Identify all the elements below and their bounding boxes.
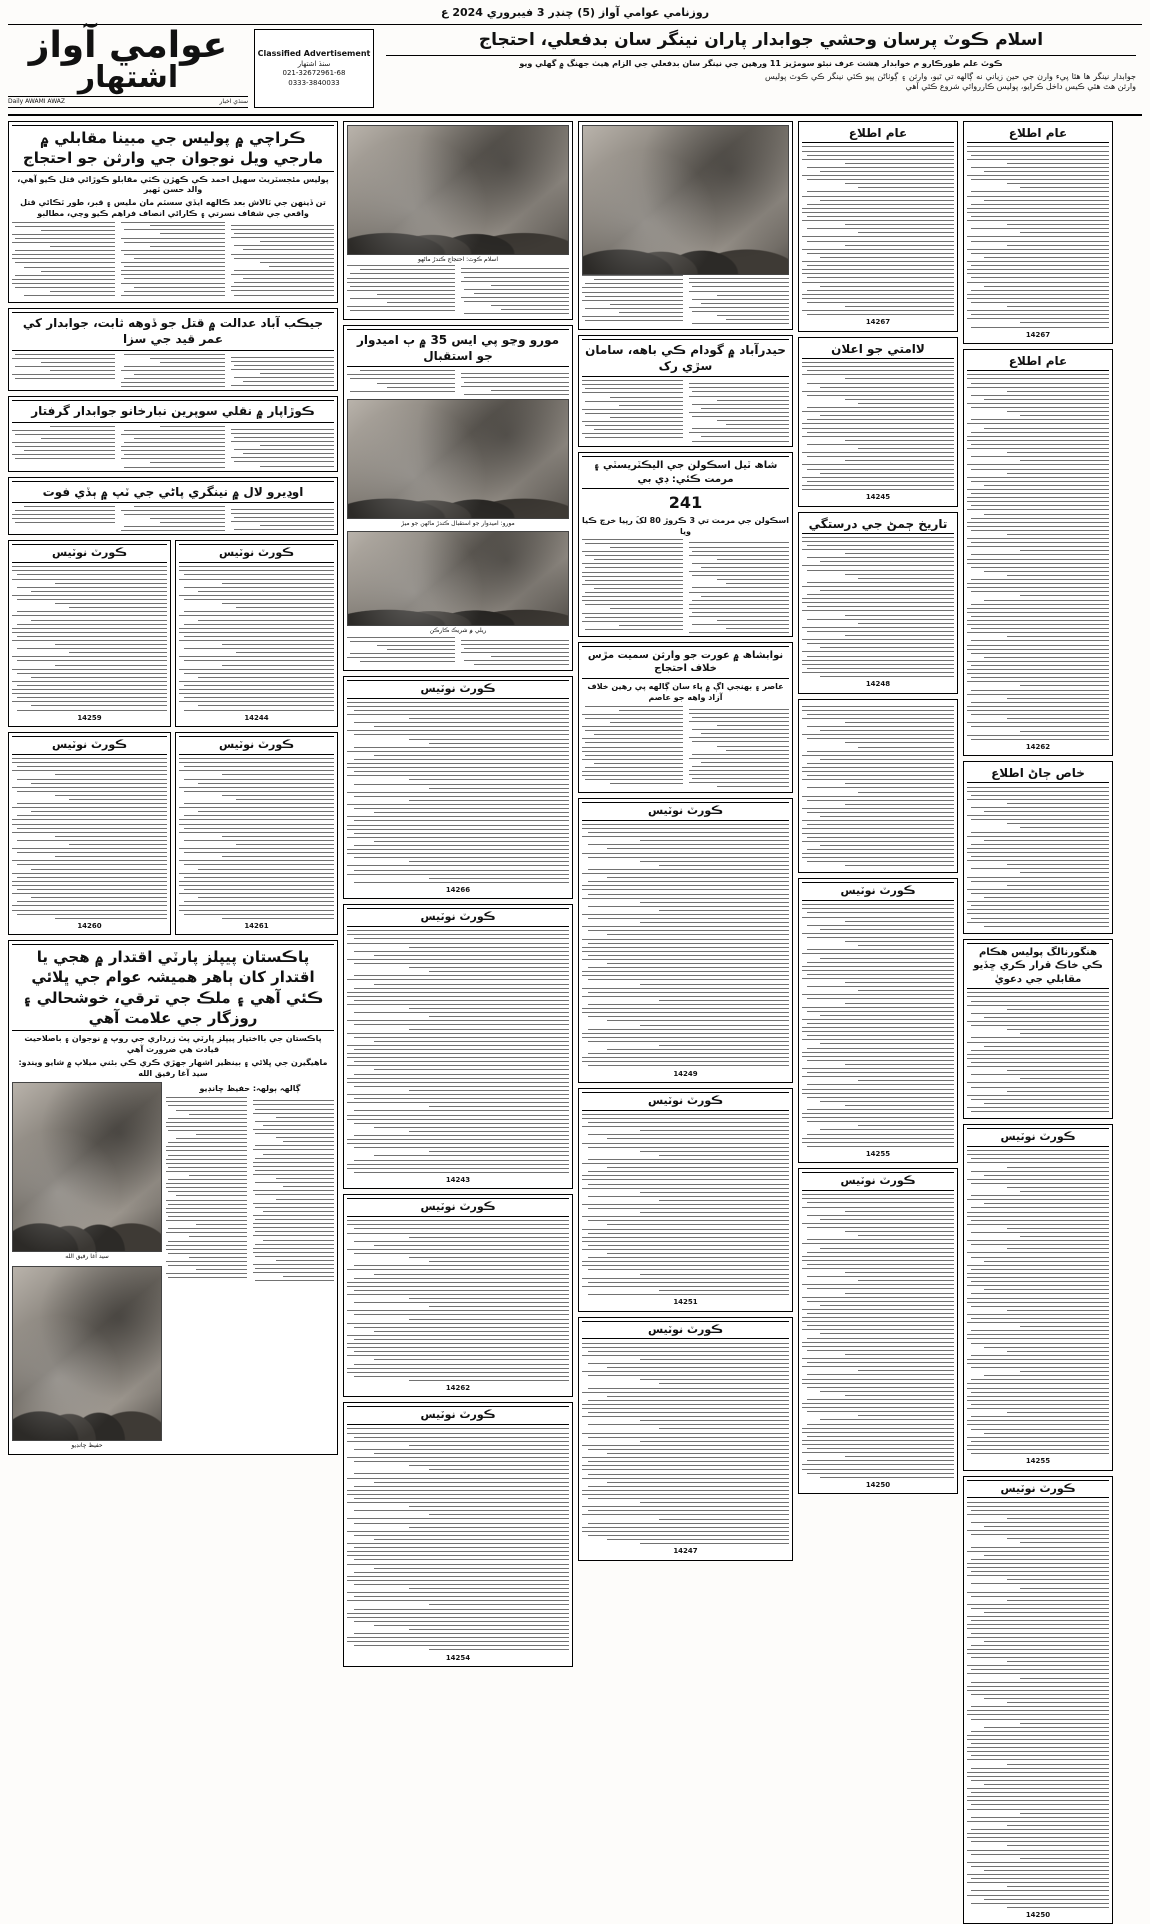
article-karachi-protest: [8, 121, 338, 303]
classified-box-line-0: سنڌ اشتهار: [297, 59, 331, 68]
nawabshah-body: [582, 706, 789, 789]
hangu-body: [967, 992, 1109, 1112]
classified-ad: [798, 512, 958, 694]
ad-notice-box: [798, 699, 958, 874]
islamkot-photo-caption: اسلام ڪوٽ: احتجاج ڪندڙ ماڻهو: [417, 256, 498, 264]
ppp-photo-bottom: [12, 1266, 162, 1441]
moro-body: [347, 370, 569, 396]
classified-contact-box: [254, 29, 374, 108]
classified-ad-title: عام اطلاع: [967, 353, 1109, 371]
court-notice-ref: 14259: [77, 713, 102, 722]
lead-subhead: ڪوٽ علم طورڪارو م خوابدار هشت عرف نبئو سومڙيز 11 ورهين جي نينگر سان بدفعلي جي الزام هيٺ جهنگ ۾ گهلي ويو: [519, 58, 1003, 68]
court-notice: [343, 1402, 573, 1667]
court-notice-body: [179, 566, 334, 710]
logo-strip-left: Daily AWAMI AWAZ: [8, 98, 66, 106]
lead-headline: اسلام ڪوٽ پرسان وحشي جوابدار پاران نينگر سان بدفعلي، احتجاج: [386, 29, 1136, 56]
paper-name-line2: اشتهار: [77, 60, 179, 96]
classified-ad-body: [802, 362, 954, 490]
court-notice-ref: 14249: [673, 1069, 698, 1078]
article-odero-lal: [8, 477, 338, 536]
court-notice-ref: 14254: [445, 1653, 471, 1662]
nawabshah-headline: نوابشاھ ۾ عورت جو وارثن سميت مڙس خلاف احتجاج: [582, 646, 789, 679]
article-islamkot-main: [578, 121, 793, 330]
article-karachi-subhead: پوليس مئجسٽريٽ سهيل احمد ڪي ڪهڙن ڪٽي مقابلو ڪوڙائي قتل ڪيو آهي، والد حسن ٽهير: [17, 174, 329, 195]
court-notice-body: [582, 824, 789, 1067]
classified-ad: [963, 121, 1113, 344]
court-notice-ref: 14251: [673, 1298, 698, 1307]
court-notice-body: [179, 758, 334, 919]
moro-photo-2: [347, 531, 569, 626]
ppp-subhead2: ماهيگيرن جي ڀلائي ۽ بينظير اشهار جهڙي ڪري ڪي بئني ميلاپ ۾ شايو ويندو: سيد آغا رفيق الله: [18, 1057, 328, 1078]
court-notice: [578, 798, 793, 1083]
court-notice: [175, 732, 338, 935]
court-notice-ref: 14260: [77, 921, 102, 930]
court-notice-body: [347, 930, 569, 1173]
column-classified-1: [798, 121, 958, 1924]
court-notice-body: [12, 758, 167, 919]
classified-ad-ref: 14267: [865, 318, 891, 327]
article-islamkot-photos: [343, 121, 573, 320]
court-notice-title: ڪورٽ نوٽيس: [179, 544, 334, 563]
court-notice-title: ڪورٽ نوٽيس: [967, 1480, 1109, 1499]
classified-ad-body: [802, 537, 954, 677]
article-jafarabad-headline: جيڪب آباد عدالت ۾ قتل جو ڏوهه ثابت، جوابدار کي عمر قيد جي سزا: [12, 312, 334, 350]
court-notice: [343, 904, 573, 1189]
court-notice-body: [967, 1502, 1109, 1908]
classified-ad-title: تاريخ ڄمڻ جي درستگي: [802, 516, 954, 534]
court-notice-title: ڪورٽ نوٽيس: [347, 1198, 569, 1217]
classified-box-line-1: 021-32672961-68: [282, 69, 346, 78]
column-classified-2: [963, 121, 1113, 1924]
moro-photo-caption: مورو: اميدوار جو استقبال ڪندڙ ماڻهن جو ميڙ: [401, 520, 515, 528]
court-notice-title: ڪورٽ نوٽيس: [802, 1172, 954, 1191]
ppp-headline: پاڪستان پيپلز پارٽي اقتدار ۾ هجي يا اقتدار کان ٻاهر هميشہ عوام جي ڀلائي ڪئي آهي ۽ ملڪ جي ترقي، خوشحالي ۽ روزگار جي علامت آهي: [12, 944, 334, 1031]
court-notice-ref: 14244: [244, 713, 269, 722]
court-notice: [798, 878, 958, 1163]
logo-strip: [8, 96, 248, 108]
lead-body: جوابدار نينگر ها هئا پيء وارن جي حين زياني نه ڳالهه تي ٿيو، وارثن ۽ ڳوٺاڻن پيو ڪئي نينگر ڪي ڪوٽ پوليس وارثن هٿ هئي ڪيس داخل ڪرايو، پوليس ڪارروائي شروع ڪئي آهي: [765, 71, 1136, 92]
article-odero-headline: اوڍيرو لال ۾ نينگري پاڻي جي ٽپ ۾ ٻڏي فوت: [12, 481, 334, 503]
court-notice-title: ڪورٽ نوٽيس: [582, 802, 789, 821]
court-notice: [343, 1194, 573, 1397]
fuel-schools-number: 241: [668, 493, 703, 513]
classified-ad: [963, 761, 1113, 934]
court-notice-ref: 14262: [445, 1384, 471, 1393]
court-notice-body: [802, 904, 954, 1147]
islamkot-photo: [347, 125, 569, 255]
main-columns: [8, 121, 1142, 1924]
article-nawabshah: [578, 642, 793, 793]
court-notice-ref: 14250: [865, 1480, 891, 1489]
fuel-schools-headline: شاھ ٽيل اسڪولن جي اليڪٽريسٽي ۽ مرمت ڪئي: ڊي بي: [582, 456, 789, 489]
court-notice-title: ڪورٽ نوٽيس: [179, 736, 334, 755]
court-notice-body: [802, 1194, 954, 1477]
court-notice-body: [582, 1343, 789, 1545]
issue-line: روزنامي عوامي آواز (5) چنڊر 3 فيبروري 2024 ع: [440, 6, 710, 19]
fuel-schools-body: [582, 539, 789, 633]
ppp-photo-caption: سيد آغا رفيق الله: [65, 1253, 109, 1261]
moro-headline: مورو وڃو پي ايس 35 ۾ ٻ اميدوار جو استقبال: [347, 329, 569, 367]
classified-ad-title: خاص ڄاڻ اطلاع: [967, 765, 1109, 783]
court-notice-body: [967, 1150, 1109, 1454]
classified-ad-ref: 14267: [1025, 330, 1051, 339]
column-news-center: [343, 121, 573, 1924]
court-notice-body: [12, 566, 167, 710]
article-hangu: [963, 939, 1113, 1119]
court-notice-row-1: [8, 540, 338, 727]
article-quetta-body: [12, 426, 334, 468]
court-notice-body: [582, 1114, 789, 1295]
article-quetta-gangster: [8, 396, 338, 471]
classified-ad-title: لاامتي جو اعلان: [802, 341, 954, 359]
article-fuel-schools: [578, 452, 793, 637]
moro-body-2: [347, 637, 569, 667]
article-odero-body: [12, 506, 334, 532]
classified-ad-title: عام اطلاع: [967, 125, 1109, 143]
court-notice-ref: 14261: [244, 921, 269, 930]
court-notice-title: ڪورٽ نوٽيس: [12, 544, 167, 563]
court-notice: [343, 676, 573, 900]
court-notice-title: ڪورٽ نوٽيس: [12, 736, 167, 755]
nawabshah-sub: عاصر ۽ بهنجي اڳ ۾ پاء سان ڳالهه پي رهين خلاف آزاد واهه جو عاصم: [587, 681, 784, 702]
article-jafarabad: [8, 308, 338, 391]
paper-name-line1: عوامي آواز: [28, 24, 228, 66]
court-notice: [8, 540, 171, 727]
court-notice-title: ڪورٽ نوٽيس: [802, 882, 954, 901]
moro-photo-1: [347, 399, 569, 519]
court-notice-body: [347, 702, 569, 883]
hangu-headline: هنگورنالگ پوليس هڪام ڪي خاڪ قرار ڪري ڇڏيو مقابلي جي دعويٰ: [967, 943, 1109, 990]
court-notice-row-2: [8, 732, 338, 935]
court-notice-title: ڪورٽ نوٽيس: [347, 908, 569, 927]
court-notice-ref: 14243: [445, 1175, 471, 1184]
article-hyderabad-fire: [578, 335, 793, 447]
article-karachi-headline: ڪراچي ۾ پوليس جي مبينا مقابلي ۾ مارجي ويل نوجوان جي وارثن جو احتجاج: [12, 125, 334, 172]
court-notice: [8, 732, 171, 935]
paper-logo: [8, 24, 248, 108]
court-notice: [175, 540, 338, 727]
court-notice: [578, 1088, 793, 1312]
islamkot-main-photo: [582, 125, 789, 275]
classified-ad: [798, 121, 958, 332]
classified-ad-ref: 14262: [1025, 742, 1051, 751]
classified-ad: [963, 349, 1113, 756]
classified-ad-body: [967, 787, 1109, 927]
court-notice-ref: 14255: [865, 1149, 891, 1158]
court-notice: [963, 1124, 1113, 1470]
masthead: [8, 25, 1142, 116]
islamkot-main-body: [582, 275, 789, 326]
court-notice: [798, 1168, 958, 1494]
column-news-mid: [578, 121, 793, 1924]
court-notice: [963, 1476, 1113, 1924]
court-notice-ref: 14266: [445, 885, 471, 894]
fuel-schools-lead: اسڪولن جي مرمت تي 3 ڪروڙ 80 لکَ رپيا خرچ ڪيا ويا: [582, 515, 789, 536]
court-notice: [578, 1317, 793, 1561]
classified-box-line-2: 0333-3840033: [288, 78, 340, 87]
court-notice-body: [347, 1428, 569, 1650]
court-notice-title: ڪورٽ نوٽيس: [582, 1321, 789, 1340]
article-jafarabad-body: [12, 354, 334, 388]
court-notice-title: ڪورٽ نوٽيس: [967, 1128, 1109, 1147]
court-notice-ref: 14247: [673, 1547, 698, 1556]
classified-ad-body: [967, 374, 1109, 739]
top-date-bar: [8, 6, 1142, 25]
court-notice-title: ڪورٽ نوٽيس: [347, 1406, 569, 1425]
court-notice-ref: 14250: [1025, 1910, 1051, 1919]
court-notice-title: ڪورٽ نوٽيس: [347, 680, 569, 699]
classified-ad-title: عام اطلاع: [802, 125, 954, 143]
classified-ad-ref: 14248: [865, 680, 891, 689]
court-notice-ref: 14255: [1025, 1457, 1051, 1466]
ppp-photo-wrap: [12, 1082, 162, 1450]
article-ppp-feature: [8, 940, 338, 1454]
article-karachi-body: [12, 222, 334, 299]
court-notice-body: [347, 1220, 569, 1381]
article-karachi-subhead2: تن ڏينهن جي ٽالاش بعد ڪالهه ايڏي سسٽم مان مليس ۽ قبر، طور ٽڪائي قتل واقعي جي شفاف نسرتي ۽ ڪارائي انصاف فراهم ڪيو وڃي، مطالبو: [20, 198, 326, 219]
logo-strip-right: سنڌي اخبار: [219, 98, 248, 106]
classified-ad-body: [802, 146, 954, 315]
article-moro: [343, 325, 573, 671]
lead-story: [380, 29, 1142, 108]
moro-photo-caption-2: ريلي ۾ شريڪ ڪارڪن: [429, 627, 487, 635]
article-quetta-headline: ڪوڙاپار ۾ نقلي سوپرين نبارخانو جوابدار گرفتار: [12, 400, 334, 422]
classified-ad-ref: 14245: [865, 493, 891, 502]
ppp-subhead: پاڪستان جي بااختيار پيپلز پارٽي پٽ زرداري جي روپ ۾ نوجوان ۽ باصلاحيت قيادت هي ضرورت آهي: [24, 1034, 322, 1055]
islamkot-body: [347, 265, 569, 316]
classified-ad-body: [967, 146, 1109, 327]
ppp-quote-head: ڳالهہ ٻولهہ: حفيظ چانڊيو: [199, 1084, 301, 1094]
classified-ad: [798, 337, 958, 507]
column-news-right: [8, 121, 338, 1924]
ppp-photo-top: [12, 1082, 162, 1252]
hyderabad-body: [582, 380, 789, 443]
ad-notice-body: [802, 706, 954, 867]
court-notice-title: ڪورٽ نوٽيس: [582, 1092, 789, 1111]
classified-box-title: Classified Advertisement: [257, 48, 371, 58]
hyderabad-headline: حيدرآباد ۾ گودام ڪي باهه، سامان سڙي رک: [582, 339, 789, 377]
ppp-photo-caption-2: حفيظ چانڊيو: [71, 1441, 103, 1449]
ppp-body: [166, 1097, 334, 1283]
